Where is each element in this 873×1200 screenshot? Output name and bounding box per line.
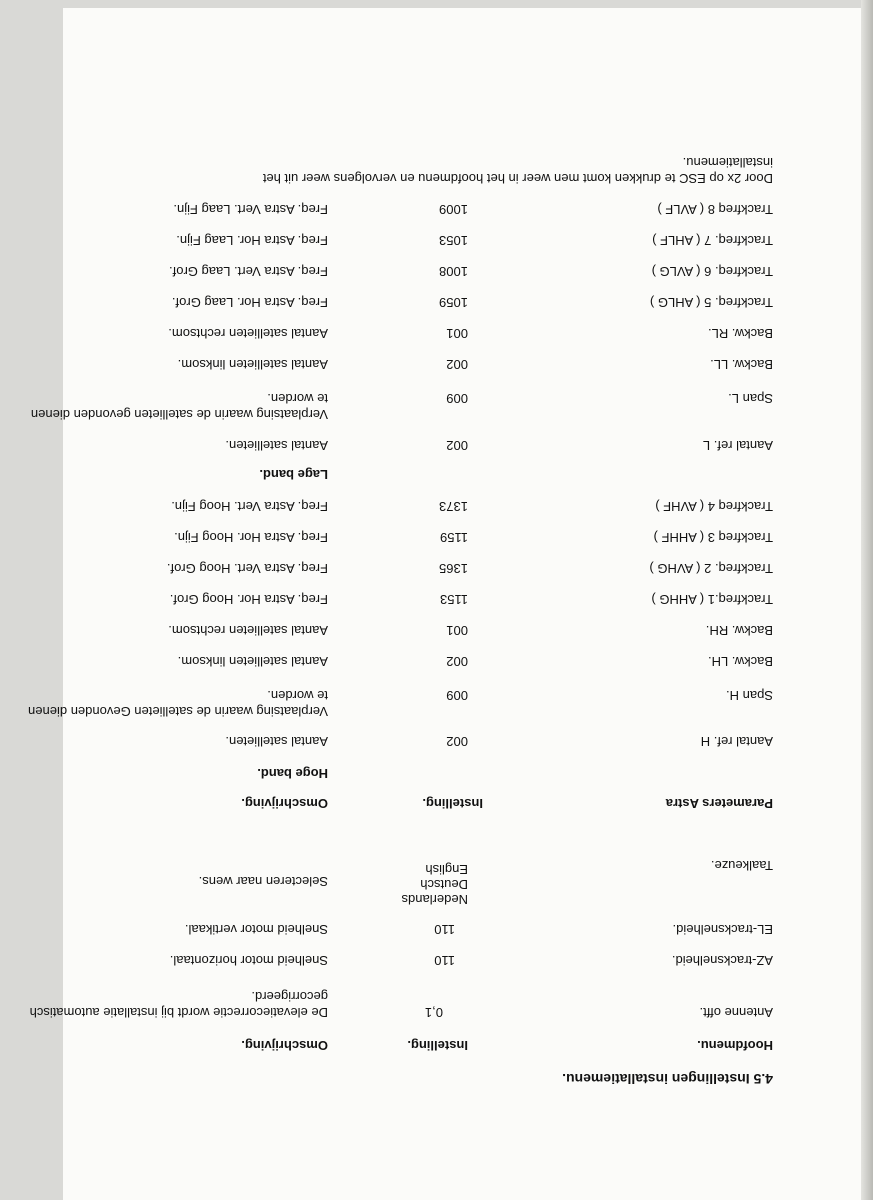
language-option: English: [425, 862, 468, 877]
setting-value: 110: [434, 922, 455, 937]
parameter-name: Trackfreq.1 ( AHHG ): [651, 592, 773, 607]
parameter-description: Freq. Astra Hor. Laag Fijn.: [176, 233, 328, 248]
parameter-name: Backw. LL.: [710, 357, 773, 372]
parameter-value: 001: [446, 623, 468, 638]
parameter-description: Verplaatsing waarin de satellieten gevonden dienen te worden.: [30, 391, 328, 422]
parameter-name: Backw. RL.: [707, 326, 773, 341]
setting-description: Snelheid motor horizontaal.: [169, 953, 328, 968]
header-setting: Instelling.: [407, 1038, 468, 1053]
parameter-description: Aantal satellieten.: [225, 734, 328, 749]
header-parameters: Parameters Astra: [665, 796, 773, 811]
parameter-value: 1053: [439, 233, 468, 248]
parameter-name: Span H.: [726, 688, 773, 703]
parameter-name: Trackfreq 3 ( AHHF ): [653, 530, 773, 545]
parameter-description: Freq. Astra Vert. Laag Fijn.: [173, 202, 328, 217]
parameter-name: Backw. RH.: [705, 623, 773, 638]
header-description: Omschrijving.: [241, 796, 328, 811]
parameter-name: Trackfreq 8 ( AVLF ): [657, 202, 773, 217]
parameter-description: Freq. Astra Vert. Laag Grof.: [169, 264, 328, 279]
language-option: Nederlands: [401, 892, 468, 907]
parameter-description: Aantal satellieten linksom.: [177, 654, 328, 669]
parameter-name: Trackfreq. 7 ( AHLF ): [652, 233, 773, 248]
setting-name: AZ-tracksnelheid.: [671, 953, 773, 968]
parameter-description: Freq. Astra Vert. Hoog Fijn.: [171, 499, 328, 514]
setting-name: Taalkeuze.: [710, 858, 773, 873]
language-option: Deutsch: [420, 877, 468, 892]
footer-note: Door 2x op ESC te drukken komt men weer in het hoofdmenu en vervolgens weer uit het installatiemenu.: [262, 155, 773, 186]
parameter-value: 1365: [439, 561, 468, 576]
parameter-value: 1009: [439, 202, 468, 217]
setting-name: Antenne offt.: [699, 1005, 773, 1020]
parameter-description: Aantal satellieten linksom.: [177, 357, 328, 372]
parameter-value: 009: [446, 688, 468, 703]
parameter-name: Trackfreq 4 ( AVHF ): [655, 499, 773, 514]
parameter-value: 1153: [440, 592, 468, 607]
parameter-name: Span L.: [728, 391, 773, 406]
parameter-description: Freq. Astra Hor. Hoog Fijn.: [174, 530, 328, 545]
parameter-value: 002: [446, 734, 468, 749]
parameter-name: Aantal ref. H: [700, 734, 773, 749]
language-options: [402, 862, 469, 907]
parameter-value: 1008: [439, 264, 468, 279]
paper-sheet: 4.5 Instellingen installatiemenu. Hoofdmenu. Instelling. Omschrijving. Antenne offt. 0,1 De elevatiecorrectie wordt bij installatie automatisch gecorrigeerd. AZ-tracksnelheid. 110 Snelheid motor horizontaal. EL-tracksnelheid. 110 Snelheid motor vertikaal. Taalkeuze. Nederlands Deutsch English Selecteren naar wens. Parameters Astra Instelling. Omschrijving. Hoge band. Aantal ref. H 002 Aantal satellieten. Span H. 009 Verplaatsing waarin de satellieten Gevonden dienen te worden. Backw. LH. 002 Aantal satellieten linksom. Backw. RH. 001 Aantal satellieten rechtsom. Trackfreq.1 ( AHHG ) 1153 Freq. Astra Hor. Hoog Grof. Trackfreq. 2 ( AVHG ) 1365 Freq. Astra Vert. Hoog Grof. Trackfreq 3 ( AHHF ) 1159 Freq. Astra Hor. Hoog Fijn. Trackfreq 4 ( AVHF ) 1373 Freq. Astra Vert. Hoog Fijn. Lage band. Aantal ref. L 002 Aantal satellieten. Span L. 009 Verplaatsing waarin de satellieten gevonden dienen te worden. Backw. LL. 002 Aantal satellieten linksom. Backw. RL. 001 Aantal satellieten rechtsom. Trackfreq. 5 ( AHLG ) 1059 Freq. Astra Hor. Laag Grof. Trackfreq. 6 ( AVLG ) 1008 Freq. Astra Vert. Laag Grof. Trackfreq. 7 ( AHLF ) 1053 Freq. Astra Hor. Laag Fijn. Trackfreq 8 ( AVLF ) 1009 Freq. Astra Vert. Laag Fijn. Door 2x op ESC te drukken komt men weer in het hoofdmenu en vervolgens weer uit het installatiemenu.: [63, 8, 861, 1200]
setting-description: Snelheid motor vertikaal.: [184, 922, 328, 937]
header-setting: Instelling.: [422, 796, 483, 811]
parameter-value: 1159: [440, 530, 468, 545]
header-main-menu: Hoofdmenu.: [697, 1038, 773, 1053]
parameter-name: Trackfreq. 5 ( AHLG ): [649, 295, 773, 310]
parameter-name: Backw. LH.: [707, 654, 773, 669]
setting-value: 110: [434, 953, 455, 968]
scan-edge-shadow: [861, 0, 873, 1200]
parameter-description: Freq. Astra Hor. Laag Grof.: [171, 295, 328, 310]
setting-description: De elevatiecorrectie wordt bij installatie automatisch gecorrigeerd.: [29, 989, 328, 1020]
parameter-name: Aantal ref. L: [702, 438, 773, 453]
setting-name: EL-tracksnelheid.: [672, 922, 773, 937]
parameter-value: 002: [446, 357, 468, 372]
parameter-value: 001: [446, 326, 468, 341]
parameter-description: Aantal satellieten.: [225, 438, 328, 453]
parameter-value: 002: [446, 438, 468, 453]
setting-description: Selecteren naar wens.: [198, 874, 328, 889]
parameter-value: 1059: [439, 295, 468, 310]
parameter-description: Aantal satellieten rechtsom.: [168, 623, 328, 638]
setting-value: 0,1: [424, 1005, 443, 1020]
parameter-value: 002: [446, 654, 468, 669]
parameter-name: Trackfreq. 2 ( AVHG ): [649, 561, 773, 576]
parameter-value: 1373: [439, 499, 468, 514]
header-description: Omschrijving.: [241, 1038, 328, 1053]
parameter-description: Freq. Astra Vert. Hoog Grof.: [166, 561, 328, 576]
parameter-description: Aantal satellieten rechtsom.: [168, 326, 328, 341]
parameter-description: Freq. Astra Hor. Hoog Grof.: [169, 592, 328, 607]
section-title: 4.5 Instellingen installatiemenu.: [562, 1071, 773, 1087]
parameter-value: 009: [446, 391, 468, 406]
parameter-description: Verplaatsing waarin de satellieten Gevonden dienen te worden.: [28, 688, 328, 719]
parameter-name: Trackfreq. 6 ( AVLG ): [651, 264, 773, 279]
